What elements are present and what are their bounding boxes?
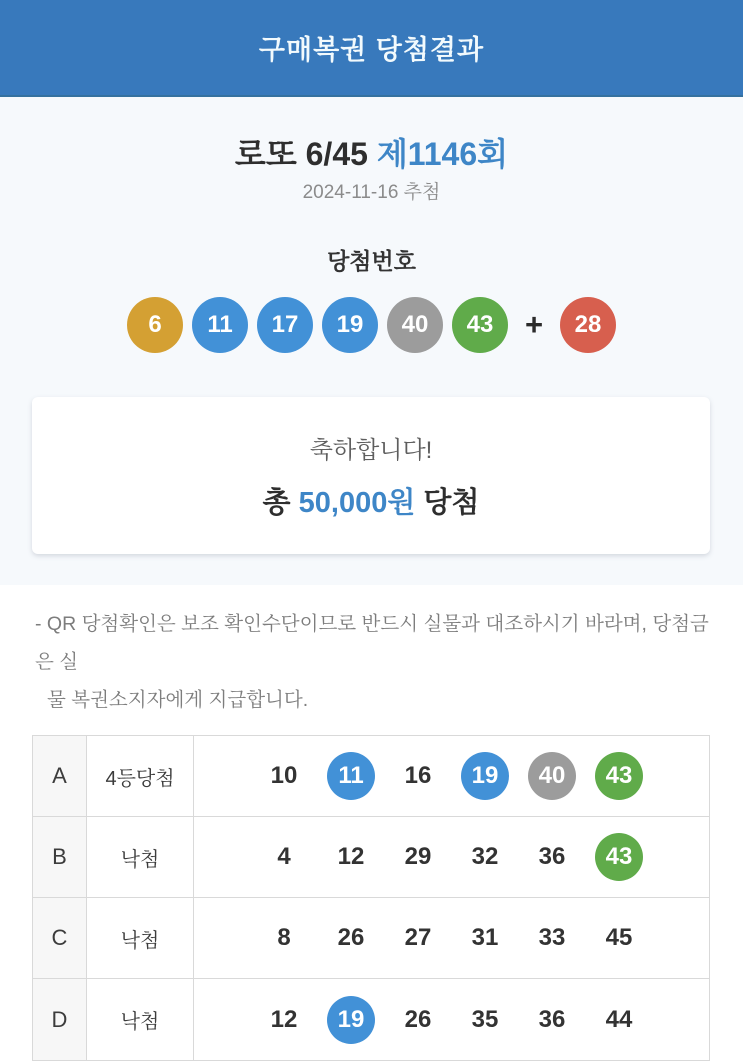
draw-round: 제1146회 (376, 136, 509, 172)
ticket-letter: C (33, 898, 87, 978)
lotto-ball: 43 (452, 297, 508, 353)
amount-suffix: 당첨 (415, 487, 480, 519)
table-row-c (33, 898, 709, 979)
ticket-number: 33 (538, 924, 566, 951)
page-header (0, 0, 743, 97)
ticket-number: 45 (605, 924, 633, 951)
lotto-ball: 11 (192, 297, 248, 353)
winning-numbers-heading: 당첨번호 (327, 248, 416, 274)
ticket-number: 36 (538, 843, 566, 870)
table-row-d (33, 979, 709, 1060)
ticket-number: 35 (471, 1005, 499, 1033)
congrats-amount-line (263, 480, 480, 521)
ticket-number: 32 (471, 843, 499, 870)
ticket-letter: A (33, 736, 87, 816)
ticket-number: 27 (404, 924, 432, 951)
ticket-letter: B (33, 817, 87, 897)
lotto-ball: 6 (127, 297, 183, 353)
matched-number: 11 (327, 752, 375, 800)
ticket-numbers (194, 979, 709, 1060)
ticket-number: 44 (605, 1005, 633, 1033)
ticket-result: 낙첨 (87, 979, 194, 1060)
ticket-number: 26 (337, 924, 365, 951)
ticket-result: 낙첨 (87, 817, 194, 897)
plus-sign: + (524, 307, 544, 342)
congrats-box (32, 397, 710, 554)
ticket-numbers (194, 736, 709, 816)
congrats-message: 축하합니다! (309, 437, 433, 464)
game-name: 로또 6/45 (234, 136, 368, 172)
ticket-number: 29 (404, 843, 432, 870)
amount-prefix: 총 (262, 487, 299, 519)
ticket-number: 36 (538, 1005, 566, 1033)
table-row-a (33, 736, 709, 817)
qr-notice-line1: - QR 당첨확인은 보조 확인수단이므로 반드시 실물과 대조하시기 바라며, 당첨금은 실 (35, 613, 709, 673)
qr-notice (35, 605, 710, 719)
ticket-number: 12 (337, 843, 365, 870)
ticket-result: 낙첨 (87, 898, 194, 978)
ticket-number: 10 (270, 762, 298, 789)
table-row-b (33, 817, 709, 898)
ticket-number: 12 (270, 1005, 298, 1033)
lotto-ball: 40 (387, 297, 443, 353)
ticket-number: 4 (277, 843, 291, 870)
draw-title (0, 97, 743, 173)
matched-number: 19 (461, 752, 509, 800)
page-title: 구매복권 당첨결과 (258, 35, 485, 65)
winning-numbers-row (0, 297, 743, 353)
matched-number: 43 (595, 752, 643, 800)
ticket-number: 26 (404, 1005, 432, 1033)
ticket-letter: D (33, 979, 87, 1060)
matched-number: 19 (327, 996, 375, 1044)
draw-date: 2024-11-16 추첨 (302, 182, 441, 203)
ticket-results-table (32, 735, 710, 1061)
ticket-number: 16 (404, 762, 432, 789)
matched-number: 40 (528, 752, 576, 800)
lotto-ball: 19 (322, 297, 378, 353)
ticket-number: 8 (277, 924, 291, 951)
ticket-number: 31 (471, 924, 499, 951)
ticket-result: 4등당첨 (87, 736, 194, 816)
lotto-ball: 17 (257, 297, 313, 353)
matched-number: 43 (595, 833, 643, 881)
ticket-numbers (194, 898, 709, 978)
draw-result-section (0, 97, 743, 585)
qr-notice-line2: 물 복권소지자에게 지급합니다. (47, 689, 309, 711)
ticket-numbers (194, 817, 709, 897)
bonus-ball: 28 (560, 297, 616, 353)
win-amount: 50,000원 (298, 487, 416, 519)
